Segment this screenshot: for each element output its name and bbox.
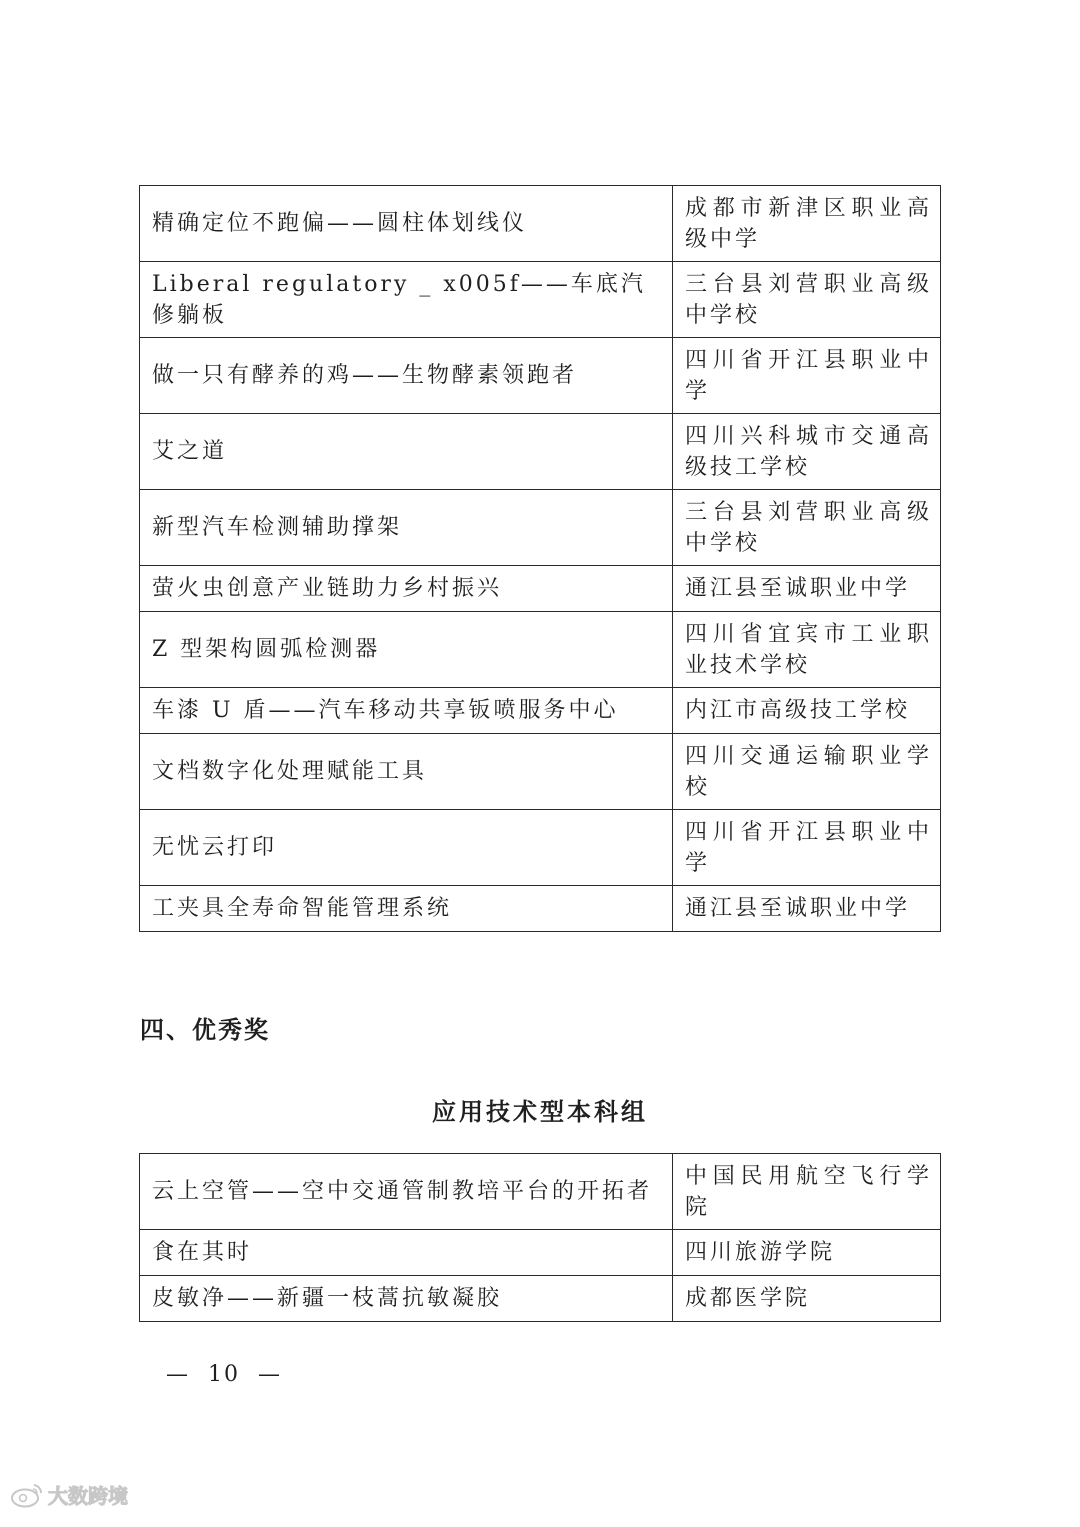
project-name-cell: 食在其时 xyxy=(140,1230,673,1276)
project-name-cell: 云上空管——空中交通管制教培平台的开拓者 xyxy=(140,1154,673,1230)
school-name-cell: 四川交通运输职业学校 xyxy=(672,734,940,810)
project-name-cell: 工夹具全寿命智能管理系统 xyxy=(140,886,673,932)
table-row xyxy=(140,734,941,810)
school-name-cell: 三台县刘营职业高级中学校 xyxy=(672,490,940,566)
school-name-cell: 四川省开江县职业中学 xyxy=(672,810,940,886)
school-name-cell: 四川旅游学院 xyxy=(672,1230,940,1276)
watermark xyxy=(10,1480,128,1509)
table-row xyxy=(140,810,941,886)
project-name-cell: 萤火虫创意产业链助力乡村振兴 xyxy=(140,566,673,612)
page-number: — 10 — xyxy=(166,1362,282,1387)
award-table-continued xyxy=(139,185,941,932)
table-row xyxy=(140,338,941,414)
school-name-cell: 四川省开江县职业中学 xyxy=(672,338,940,414)
table-row xyxy=(140,186,941,262)
school-name-cell: 四川兴科城市交通高级技工学校 xyxy=(672,414,940,490)
award-table-excellent xyxy=(139,1153,941,1322)
watermark-text: 大数跨境 xyxy=(48,1484,128,1508)
table-row xyxy=(140,886,941,932)
table-row xyxy=(140,414,941,490)
project-name-cell: 精确定位不跑偏——圆柱体划线仪 xyxy=(140,186,673,262)
table-row xyxy=(140,490,941,566)
table-row xyxy=(140,1276,941,1322)
table-row xyxy=(140,1154,941,1230)
school-name-cell: 成都市新津区职业高级中学 xyxy=(672,186,940,262)
weibo-logo-icon xyxy=(10,1482,44,1508)
project-name-cell: 新型汽车检测辅助撑架 xyxy=(140,490,673,566)
group-title: 应用技术型本科组 xyxy=(432,1097,648,1126)
project-name-cell: Z 型架构圆弧检测器 xyxy=(140,612,673,688)
project-name-cell: 皮敏净——新疆一枝蒿抗敏凝胶 xyxy=(140,1276,673,1322)
project-name-cell: 做一只有酵养的鸡——生物酵素领跑者 xyxy=(140,338,673,414)
school-name-cell: 四川省宜宾市工业职业技术学校 xyxy=(672,612,940,688)
table-row xyxy=(140,262,941,338)
project-name-cell: 文档数字化处理赋能工具 xyxy=(140,734,673,810)
table-row xyxy=(140,566,941,612)
school-name-cell: 内江市高级技工学校 xyxy=(672,688,940,734)
school-name-cell: 中国民用航空飞行学院 xyxy=(672,1154,940,1230)
table-row xyxy=(140,612,941,688)
table-row xyxy=(140,688,941,734)
project-name-cell: 无忧云打印 xyxy=(140,810,673,886)
section-heading: 四、优秀奖 xyxy=(140,1016,270,1044)
school-name-cell: 通江县至诚职业中学 xyxy=(672,566,940,612)
table-row xyxy=(140,1230,941,1276)
school-name-cell: 三台县刘营职业高级中学校 xyxy=(672,262,940,338)
project-name-cell: Liberal regulatory _ x005f——车底汽修躺板 xyxy=(140,262,673,338)
project-name-cell: 车漆 U 盾——汽车移动共享钣喷服务中心 xyxy=(140,688,673,734)
school-name-cell: 通江县至诚职业中学 xyxy=(672,886,940,932)
school-name-cell: 成都医学院 xyxy=(672,1276,940,1322)
project-name-cell: 艾之道 xyxy=(140,414,673,490)
